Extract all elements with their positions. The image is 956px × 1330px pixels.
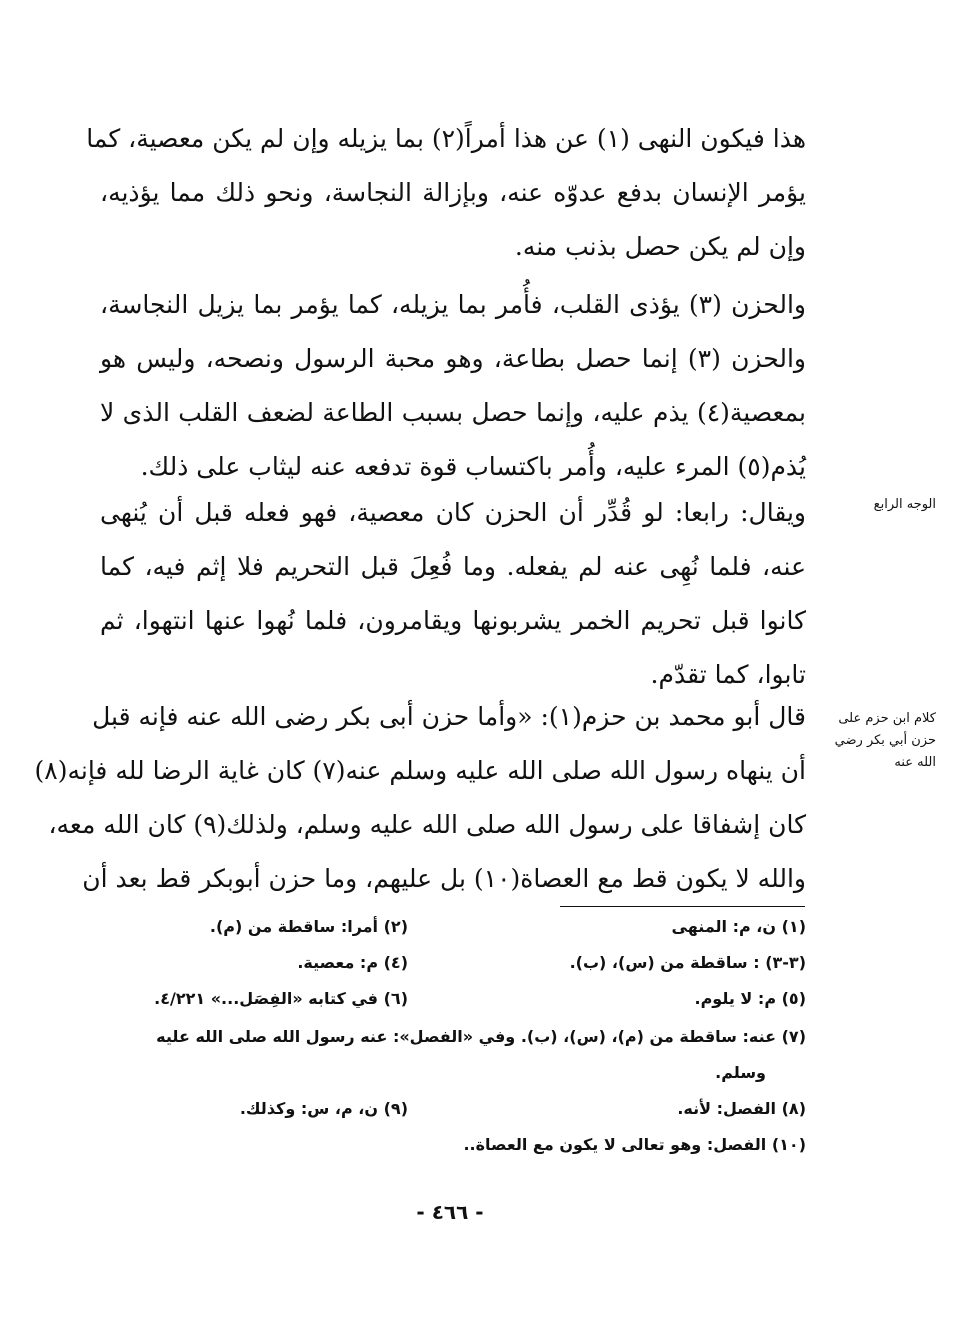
footnote-9: (٩) ن، م، س: وكذلك. [239, 1099, 408, 1118]
footnote-2: (٢) أمرا: ساقطة من (م). [209, 917, 408, 936]
footnote-1: (١) ن، م: المنهى [671, 917, 806, 936]
text-line: تابوا، كما تقدّم. [650, 660, 806, 689]
footnote-8: (٨) الفصل: لأنه. [677, 1099, 806, 1118]
footnote-7: (٧) عنه: ساقطة من (م)، (س)، (ب). وفي «الفصل»: عنه رسول الله صلى الله عليه [156, 1027, 806, 1046]
footnote-4: (٤) م: معصية. [297, 953, 408, 972]
footnote-5: (٥) م: لا يلوم. [694, 989, 806, 1008]
margin-note-ibn-hazm: كلام ابن حزم على حزن أبي بكر رضي الله عنه [834, 711, 936, 770]
text-line: وإن لم يكن حصل بذنب منه. [514, 232, 806, 261]
text-line: أن ينهاه رسول الله صلى الله عليه وسلم عنه(٧) كان غاية الرضا لله فإنه(٨) [34, 756, 806, 785]
text-line: قال أبو محمد بن حزم(١): «وأما حزن أبى بكر رضى الله عنه فإنه قبل [92, 702, 806, 731]
footnote-6: (٦) في كتابه «الفِصَل...» ٤/٢٢١. [154, 989, 408, 1008]
text-line: ويقال: رابعا: لو قُدِّر أن الحزن كان معصية، فهو فعله قبل أن يُنهى [100, 498, 806, 527]
footnote-7-continued: وسلم. [715, 1063, 766, 1082]
text-line: كان إشفاقا على رسول الله صلى الله عليه وسلم، ولذلك(٩) كان الله معه، [48, 810, 806, 839]
text-line: عنه، فلما نُهِى عنه لم يفعله. وما فُعِلَ قبل التحريم فلا إثم فيه، كما [100, 552, 806, 581]
margin-note-fourth-aspect: الوجه الرابع [873, 497, 936, 512]
text-line: والحزن (٣) إنما حصل بطاعة، وهو محبة الرسول ونصحه، وليس هو [100, 344, 806, 373]
text-line: يُذم(٥) المرء عليه، وأُمر باكتساب قوة تدفعه عنه ليثاب على ذلك. [140, 452, 806, 481]
text-line: والله لا يكون قط مع العصاة(١٠) بل عليهم، وما حزن أبوبكر قط بعد أن [82, 864, 806, 893]
text-line: كانوا قبل تحريم الخمر يشربونها ويقامرون، فلما نُهوا عنها انتهوا، ثم [100, 606, 806, 635]
text-line: يؤمر الإنسان بدفع عدوّه عنه، وبإزالة النجاسة، ونحو ذلك مما يؤذيه، [100, 178, 806, 207]
page-number: - ٤٦٦ - [416, 1200, 484, 1224]
text-line: بمعصية(٤) يذم عليه، وإنما حصل بسبب الطاعة لضعف القلب الذى لا [100, 398, 806, 427]
text-line: والحزن (٣) يؤذى القلب، فأُمر بما يزيله، كما يؤمر بما يزيل النجاسة، [100, 290, 806, 319]
footnote-10: (١٠) الفصل: وهو تعالى لا يكون مع العصاة.. [463, 1135, 806, 1154]
footnote-3: (٣-٣) : ساقطة من (س)، (ب). [569, 953, 806, 972]
text-line: هذا فيكون النهى (١) عن هذا أمراً(٢) بما يزيله وإن لم يكن معصية، كما [86, 124, 806, 153]
